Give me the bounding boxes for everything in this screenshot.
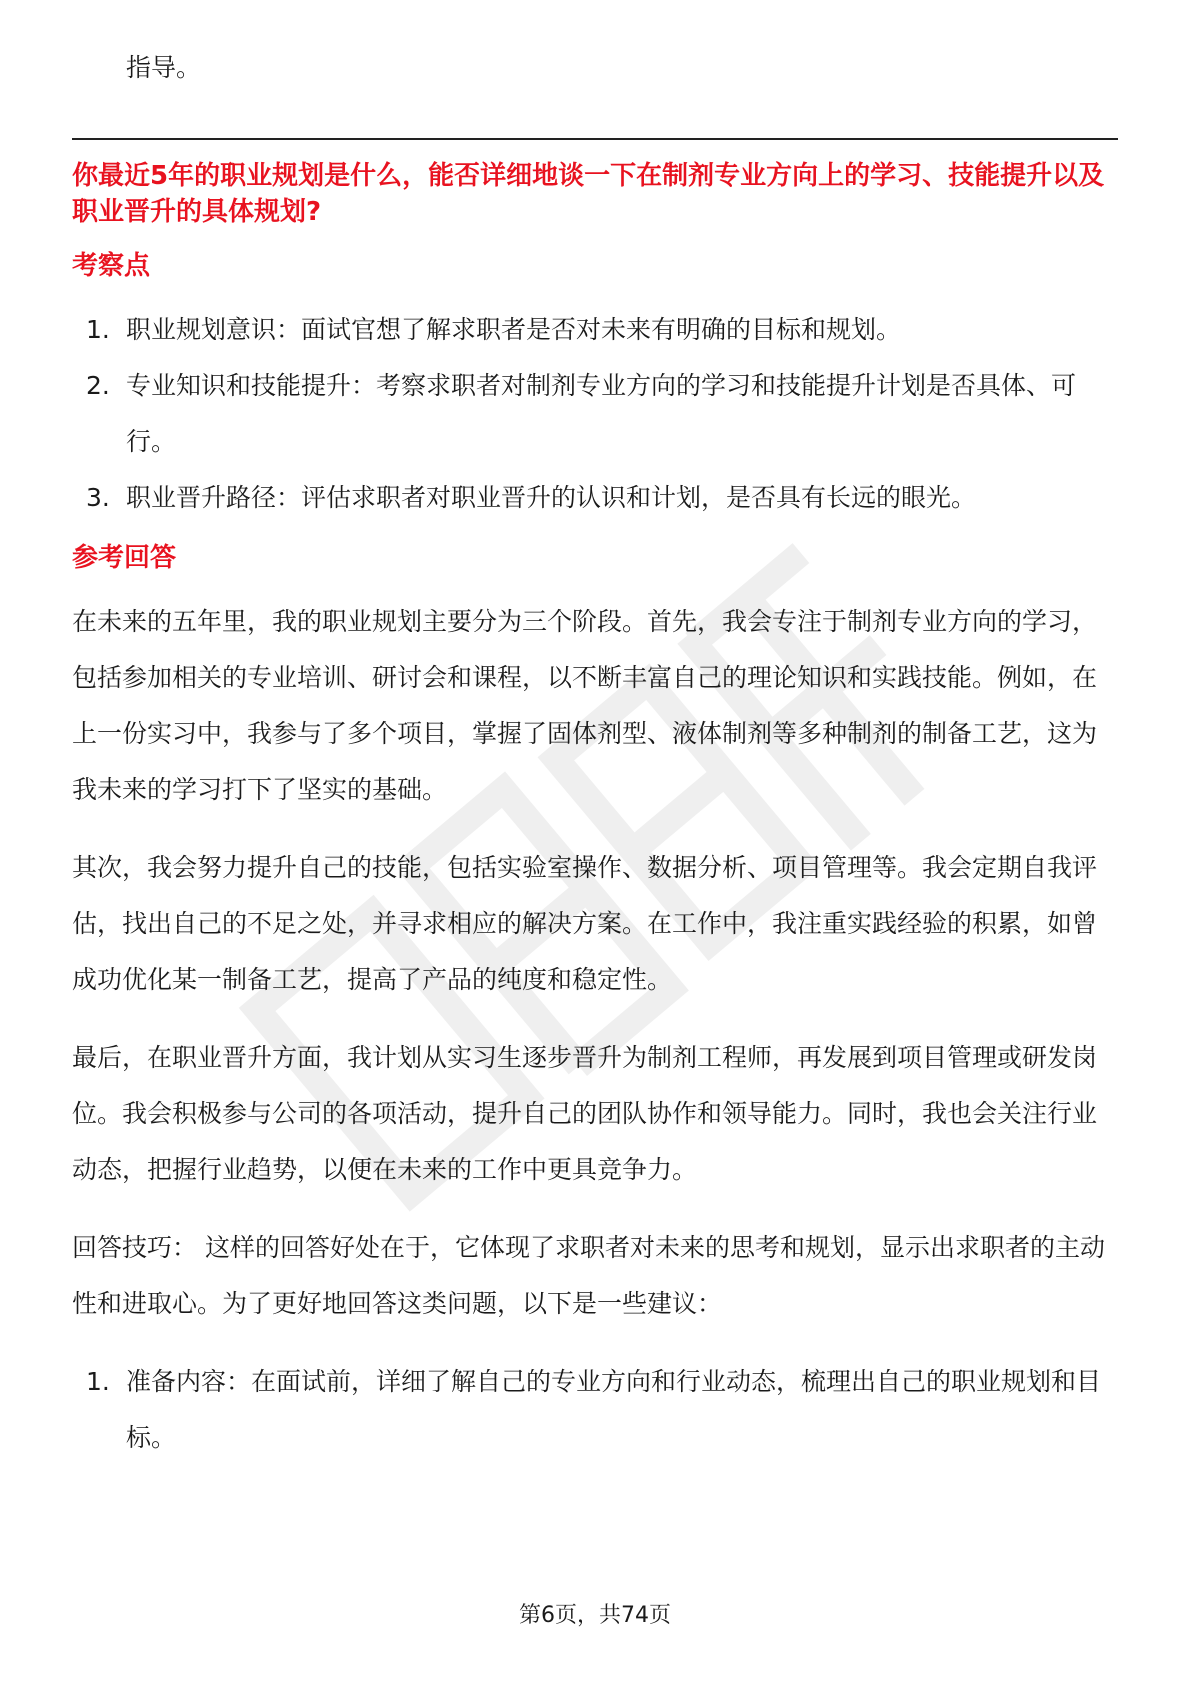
focus-list	[72, 302, 1118, 526]
tips-list	[72, 1354, 1118, 1466]
list-number: 1.	[86, 315, 110, 344]
list-text: 职业规划意识：面试官想了解求职者是否对未来有明确的目标和规划。	[126, 315, 902, 344]
list-number: 3.	[86, 483, 110, 512]
answer-paragraph: 其次，我会努力提升自己的技能，包括实验室操作、数据分析、项目管理等。我会定期自我评估，找出自己的不足之处，并寻求相应的解决方案。在工作中，我注重实践经验的积累，如曾成功优化某一制备工艺，提高了产品的纯度和稳定性。	[72, 853, 1098, 994]
list-item	[72, 358, 1118, 470]
section-divider	[72, 138, 1118, 140]
list-item	[72, 1354, 1118, 1466]
answer-paragraph: 最后，在职业晋升方面，我计划从实习生逐步晋升为制剂工程师，再发展到项目管理或研发岗位。我会积极参与公司的各项活动，提升自己的团队协作和领导能力。同时，我也会关注行业动态，把握行业趋势，以便在未来的工作中更具竞争力。	[72, 1043, 1098, 1184]
tips-paragraph: 回答技巧： 这样的回答好处在于，它体现了求职者对未来的思考和规划，显示出求职者的主动性和进取心。为了更好地回答这类问题，以下是一些建议：	[72, 1233, 1105, 1318]
list-item	[72, 470, 1118, 526]
answer-paragraph: 在未来的五年里，我的职业规划主要分为三个阶段。首先，我会专注于制剂专业方向的学习，包括参加相关的专业培训、研讨会和课程，以不断丰富自己的理论知识和实践技能。例如，在上一份实习中，我参与了多个项目，掌握了固体剂型、液体制剂等多种制剂的制备工艺，这为我未来的学习打下了坚实的基础。	[72, 607, 1098, 804]
list-number: 1.	[86, 1367, 110, 1396]
interview-question: 你最近5年的职业规划是什么，能否详细地谈一下在制剂专业方向上的学习、技能提升以及职业晋升的具体规划?	[72, 161, 1105, 227]
main-content	[72, 40, 1118, 1476]
lead-fragment: 指导。	[126, 53, 202, 82]
list-text: 专业知识和技能提升：考察求职者对制剂专业方向的学习和技能提升计划是否具体、可行。	[126, 371, 1077, 456]
list-number: 2.	[86, 371, 110, 400]
list-item	[72, 302, 1118, 358]
list-text: 准备内容：在面试前，详细了解自己的专业方向和行业动态，梳理出自己的职业规划和目标。	[126, 1367, 1102, 1452]
list-text: 职业晋升路径：评估求职者对职业晋升的认识和计划，是否具有长远的眼光。	[126, 483, 977, 512]
page-footer: 第6页，共74页	[519, 1603, 671, 1628]
answer-heading: 参考回答	[72, 543, 177, 573]
focus-heading: 考察点	[72, 251, 151, 281]
